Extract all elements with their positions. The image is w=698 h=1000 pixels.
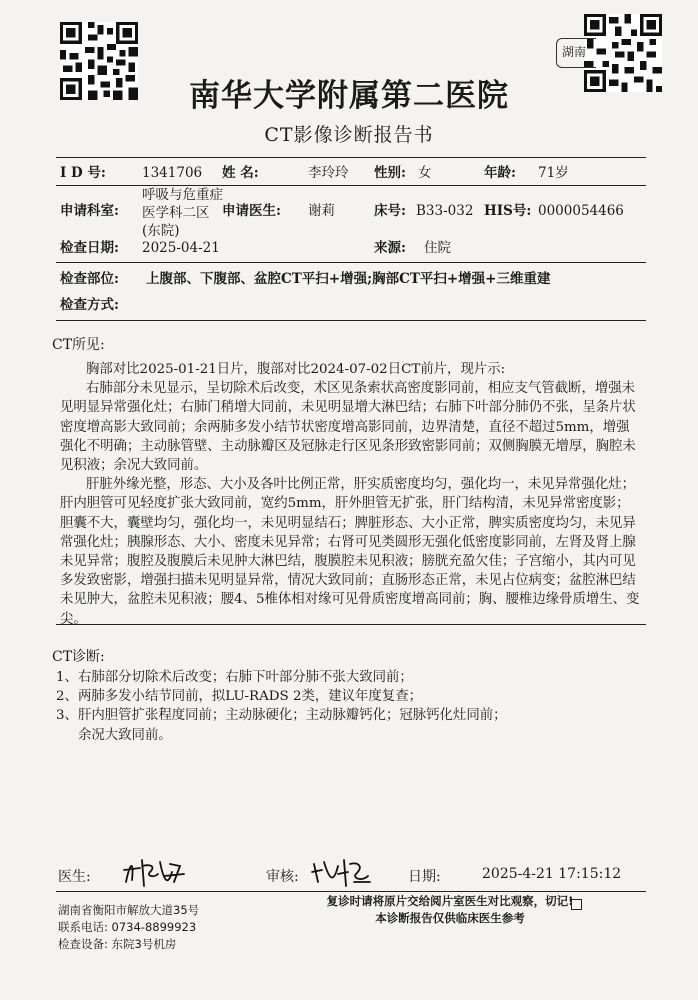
report-title: CT影像诊断报告书 [264, 124, 434, 146]
dept-value: 呼吸与危重症医学科二区(东院) [142, 187, 223, 239]
id-value: 1341706 [142, 165, 203, 181]
age-label: 年龄: [484, 165, 516, 181]
footer-notes [300, 893, 600, 927]
diagnosis-list [56, 668, 646, 745]
name-value: 李玲玲 [308, 165, 349, 181]
doctor-signature-icon [120, 852, 190, 892]
source-label: 来源: [374, 240, 406, 256]
age-value: 71岁 [538, 165, 569, 181]
diagnosis-item: 2、 两肺多发小结节同前，拟LU-RADS 2类，建议年度复查； [56, 689, 422, 705]
footer-note-2: 本诊断报告仅供临床医生参考 [375, 911, 525, 925]
source-value: 住院 [424, 240, 451, 256]
doctor-label: 申请医生: [222, 203, 281, 219]
reviewer-label: 审核: [266, 869, 299, 885]
divider [56, 262, 646, 263]
findings-title: CT所见: [52, 337, 105, 353]
sign-date-value: 2025-4-21 17:15:12 [482, 866, 622, 882]
hospital-name: 南华大学附属第二医院 [189, 78, 509, 114]
exam-site-label: 检查部位: [60, 271, 119, 287]
footer-note-1: 复诊时请将原片交给阅片室医生对比观察，切记! [326, 894, 574, 908]
reviewer-signature-icon [308, 852, 378, 892]
checkbox-icon [571, 899, 582, 910]
exam-method-label: 检查方式: [60, 297, 119, 313]
divider [56, 624, 646, 625]
findings-body [60, 360, 640, 629]
his-label: HIS号: [484, 203, 532, 219]
name-label: 姓 名: [222, 165, 259, 181]
findings-chest: 右肺部分未见显示，呈切除术后改变，术区见条索状高密度影同前，相应支气管截断，增强未见明显异常强化灶；右肺门稍增大同前，未见明显增大淋巴结；右肺下叶部分肺仍不张，呈条片状密度增高影大致同前；余两肺多发小结节状密度增高影同前，边界清楚，直径不超过5mm，增强强化不明确；主动脉管壁、主动脉瓣区及冠脉走行区见条形致密影同前；双侧胸膜无增厚，胸腔未见积液；余况大致同前。 [60, 381, 636, 474]
doctor-sign-label: 医生: [58, 869, 91, 885]
bed-label: 床号: [374, 203, 406, 219]
divider [56, 320, 646, 321]
date-value: 2025-04-21 [142, 240, 220, 256]
sign-date-label: 日期: [408, 869, 441, 885]
findings-abdomen: 肝脏外缘光整，形态、大小及各叶比例正常，肝实质密度均匀，强化均一，未见异常强化灶；肝内胆管可见轻度扩张大致同前，宽约5mm，肝外胆管无扩张，肝门结构清，未见异常密度影；胆囊不大，囊壁均匀，强化均一，未见明显结石；脾脏形态、大小正常，脾实质密度均匀，未见异常强化灶；胰腺形态、大小、密度未见异常；右肾可见类圆形无强化低密度影同前，左肾及肾上腺未见异常；腹腔及腹膜后未见肿大淋巴结，腹膜腔未见积液；膀胱充盈欠佳；子宫缩小，其内可见多发致密影，增强扫描未见明显异常，情况大致同前；直肠形态正常，未见占位病变；盆腔淋巴结未见肿大，盆腔未见积液；腰4、5椎体相对缘可见骨质密度增高同前；胸、腰椎边缘骨质增生、变尖。 [60, 477, 640, 627]
diagnosis-item: 1、 右肺部分切除术后改变；右肺下叶部分肺不张大致同前； [56, 670, 413, 685]
diagnosis-item: 3、 肝内胆管扩张程度同前；主动脉硬化；主动脉瓣钙化；冠脉钙化灶同前； [56, 708, 507, 724]
doctor-value: 谢莉 [308, 203, 335, 219]
diagnosis-title: CT诊断: [52, 649, 105, 665]
stamp-fragment: 湖南 [556, 38, 596, 68]
his-value: 0000054466 [538, 203, 624, 219]
footer-device: 检查设备: 东院3号机房 [58, 937, 177, 951]
dept-label: 申请科室: [60, 203, 119, 219]
exam-site-value: 上腹部、下腹部、盆腔CT平扫+增强;胸部CT平扫+增强+三维重建 [146, 271, 551, 287]
divider [56, 891, 646, 892]
sex-value: 女 [418, 165, 432, 181]
date-label: 检查日期: [60, 240, 119, 256]
id-label: I D 号: [60, 165, 106, 181]
diagnosis-extra: 余况大致同前。 [78, 727, 172, 743]
footer-phone: 联系电话: 0734-8899923 [58, 920, 197, 934]
sex-label: 性别: [374, 165, 406, 181]
footer-info [58, 902, 199, 953]
findings-intro: 胸部对比2025-01-21日片，腹部对比2024-07-02日CT前片，现片示: [86, 362, 506, 377]
bed-value: B33-032 [416, 203, 474, 219]
footer-address: 湖南省衡阳市解放大道35号 [58, 903, 200, 917]
divider [56, 157, 646, 158]
